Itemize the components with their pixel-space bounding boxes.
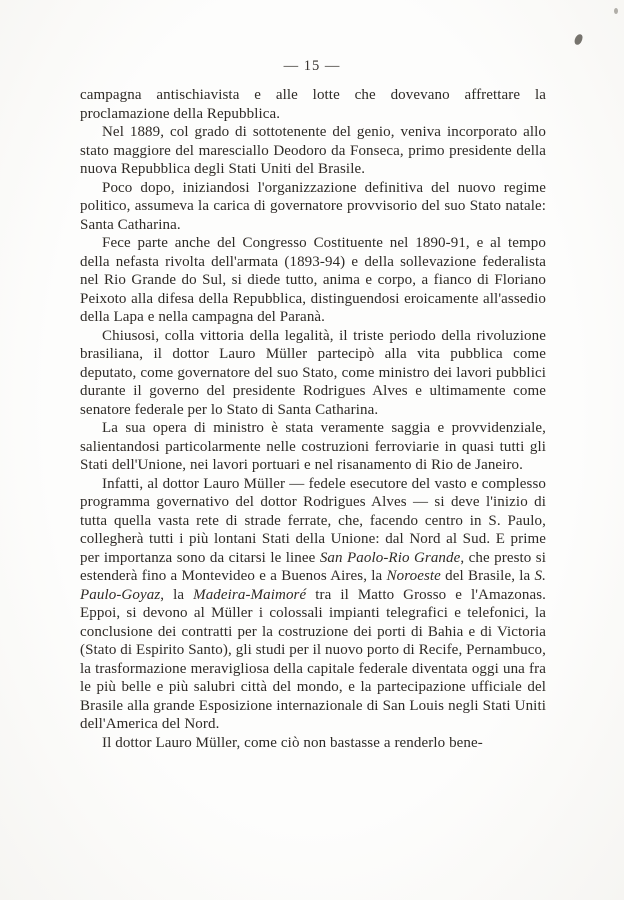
body-text: Il dottor Lauro Müller, come ciò non bastasse a renderlo bene-: [102, 734, 483, 751]
italic-text: Madeira-Maimoré: [193, 586, 307, 603]
paragraph: [80, 327, 546, 420]
body-text: La sua opera di ministro è stata veramente saggia e provvidenziale, salientandosi particolarmente nelle costruzioni ferroviarie in quasi tutti gli Stati dell'Unione, nei lavori portuari e nel risanamento di Rio de Janeiro.: [80, 420, 546, 473]
paragraph: [80, 419, 546, 475]
body-text: tra il Matto Grosso e l'Amazonas. Eppoi, si devono al Müller i colossali impianti telegrafici e telefonici, la conclusione dei contratti per la costruzione dei porti di Bahia e di Victoria (Stato di Espirito Santo), gli studi per il nuovo porto di Recife, Pernambuco, la trasformazione meravigliosa della capitale federale diventata oggi una fra le più belle e più salubri città del mondo, e la partecipazione ufficiale del Brasile alla grande Esposizione internazionale di San Louis negli Stati Uniti dell'America del Nord.: [80, 586, 547, 732]
page-text: [80, 86, 546, 752]
italic-text: Noroeste: [386, 568, 441, 584]
body-text: Infatti, al dottor Lauro Müller — fedele esecutore del vasto e complesso programma governativo del dottor Rodrigues Alves — si deve l'inizio di tutta quella vasta rete di strade ferrate, che, facendo centro in S. Paulo, collegherà tutti i più lontani Stati della Unione: dal Nord al Sud. E prime per importanza sono da citarsi le linee: [80, 475, 546, 566]
paragraph: [80, 234, 546, 327]
paragraph: [80, 86, 546, 123]
body-text: , che presto si estenderà fino a Montevideo e a Buenos Aires, la: [80, 549, 547, 584]
body-text: campagna antischiavista e alle lotte che dovevano affrettare la proclamazione della Repubblica.: [80, 87, 546, 122]
body-text: del Brasile, la: [440, 568, 535, 584]
italic-text: San Paolo-Rio Grande: [319, 549, 461, 566]
body-text: Poco dopo, iniziandosi l'organizzazione definitiva del nuovo regime politico, assumeva la carica di governatore provvisorio del suo Stato natale: Santa Catharina.: [80, 179, 546, 233]
paragraph: [80, 734, 546, 753]
body-text: Chiusosi, colla vittoria della legalità, il triste periodo della rivoluzione brasiliana, il dottor Lauro Müller partecipò alla vita pubblica come deputato, come governatore del suo Stato, come ministro dei lavori pubblici durante il governo del presidente Rodrigues Alves e ultimamente come senatore federale per lo Stato di Santa Catharina.: [80, 327, 546, 418]
scan-speck-icon: [573, 33, 583, 46]
body-text: , la: [160, 586, 194, 603]
paragraph: [80, 475, 546, 734]
scan-speck-icon: [614, 8, 618, 14]
italic-text: S. Paulo-Goyaz: [80, 568, 546, 603]
paragraph: [80, 179, 546, 235]
paragraph: [80, 123, 546, 179]
body-text: Fece parte anche del Congresso Costituente nel 1890-91, e al tempo della nefasta rivolta dell'armata (1893-94) e della sollevazione federalista nel Rio Grande do Sul, si diede tutto, anima e corpo, a fianco di Floriano Peixoto alla difesa della Repubblica, distinguendosi eroicamente all'assedio della Lapa e nella campagna del Paranà.: [80, 235, 546, 325]
page-number: — 15 —: [283, 58, 341, 74]
body-text: Nel 1889, col grado di sottotenente del genio, veniva incorporato allo stato maggiore del maresciallo Deodoro da Fonseca, primo presidente della nuova Repubblica degli Stati Uniti del Brasile.: [80, 124, 546, 177]
